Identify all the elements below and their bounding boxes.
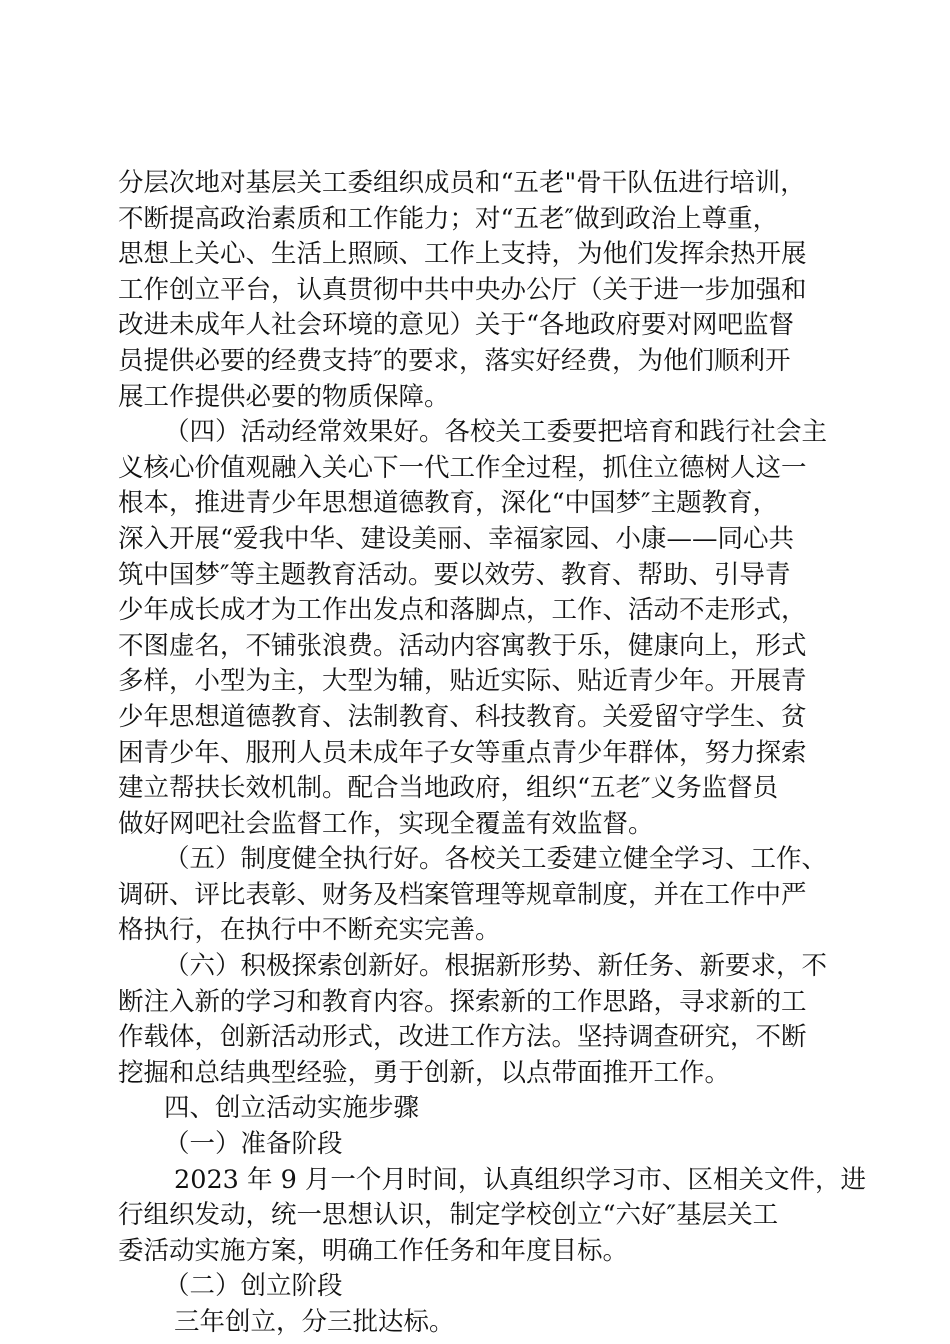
paragraph-creation bbox=[118, 1305, 838, 1341]
section-heading-steps bbox=[118, 1091, 838, 1127]
subheading-prep bbox=[118, 1127, 838, 1163]
text-line: 少年成长成才为工作出发点和落脚点，工作、活动不走形式， bbox=[118, 595, 807, 626]
text-line: 义核心价值观融入关心下一代工作全过程，抓住立德树人这一 bbox=[118, 452, 807, 483]
subheading-creation bbox=[118, 1269, 838, 1305]
text-line: 困青少年、服刑人员未成年子女等重点青少年群体，努力探索 bbox=[118, 737, 807, 768]
paragraph-training bbox=[118, 166, 838, 415]
text-line: 做好网吧社会监督工作，实现全覆盖有效监督。 bbox=[118, 808, 654, 839]
paragraph-rules bbox=[118, 842, 838, 949]
text-line: 深入开展“爱我中华、建设美丽、幸福家园、小康——同心共 bbox=[118, 523, 795, 554]
text-line: 少年思想道德教育、法制教育、科技教育。关爱留守学生、贫 bbox=[118, 701, 807, 732]
paragraph-innovation bbox=[118, 949, 838, 1091]
text-line: 建立帮扶长效机制。配合当地政府，组织“五老″义务监督员 bbox=[118, 773, 779, 804]
text-line: 多样，小型为主，大型为辅，贴近实际、贴近青少年。开展青 bbox=[118, 666, 807, 697]
text-line: 员提供必要的经费支持″的要求，落实好经费，为他们顺利开 bbox=[118, 345, 791, 376]
text-line: 工作创立平台，认真贯彻中共中央办公厅（关于进一步加强和 bbox=[118, 274, 807, 305]
subsection-heading: （一）准备阶段 bbox=[164, 1129, 343, 1160]
paragraph-activities bbox=[118, 415, 838, 842]
text-line: 不断提高政治素质和工作能力；对“五老″做到政治上尊重， bbox=[118, 203, 779, 234]
text-line: 展工作提供必要的物质保障。 bbox=[118, 381, 450, 412]
text-line: 2023 年 9 月一个月时间，认真组织学习市、区相关文件，进 bbox=[174, 1164, 866, 1195]
text-line: 分层次地对基层关工委组织成员和“五老"骨干队伍进行培训， bbox=[118, 168, 806, 198]
text-line: 根本，推进青少年思想道德教育，深化“中国梦″主题教育， bbox=[118, 488, 779, 519]
text-line: 调研、评比表彰、财务及档案管理等规章制度，并在工作中严 bbox=[118, 879, 807, 910]
text-line: 改进未成年人社会环境的意见）关于“各地政府要对网吧监督 bbox=[118, 310, 795, 341]
text-line: 行组织发动，统一思想认识，制定学校创立“六好″基层关工 bbox=[118, 1200, 779, 1231]
text-line: （六）积极探索创新好。根据新形势、新任务、新要求，不 bbox=[164, 951, 828, 982]
subsection-heading: （二）创立阶段 bbox=[164, 1271, 343, 1302]
text-line: （四）活动经常效果好。各校关工委要把培育和践行社会主 bbox=[164, 417, 828, 448]
text-line: 挖掘和总结典型经验，勇于创新，以点带面推开工作。 bbox=[118, 1057, 731, 1088]
text-line: 筑中国梦″等主题教育活动。要以效劳、教育、帮助、引导青 bbox=[118, 559, 791, 590]
text-line: 委活动实施方案，明确工作任务和年度目标。 bbox=[118, 1235, 629, 1266]
text-line: 作载体，创新活动形式，改进工作方法。坚持调查研究，不断 bbox=[118, 1022, 807, 1053]
text-line: 不图虚名，不铺张浪费。活动内容寓教于乐，健康向上，形式 bbox=[118, 630, 807, 661]
text-line: 格执行，在执行中不断充实完善。 bbox=[118, 915, 501, 946]
text-line: 断注入新的学习和教育内容。探索新的工作思路，寻求新的工 bbox=[118, 986, 807, 1017]
text-line: （五）制度健全执行好。各校关工委建立健全学习、工作、 bbox=[164, 844, 828, 875]
text-line: 三年创立，分三批达标。 bbox=[174, 1307, 455, 1337]
paragraph-prep bbox=[118, 1163, 866, 1270]
text-line: 思想上关心、生活上照顾、工作上支持，为他们发挥余热开展 bbox=[118, 239, 807, 270]
document-page bbox=[118, 166, 866, 1341]
section-heading: 四、创立活动实施步骤 bbox=[164, 1093, 420, 1124]
